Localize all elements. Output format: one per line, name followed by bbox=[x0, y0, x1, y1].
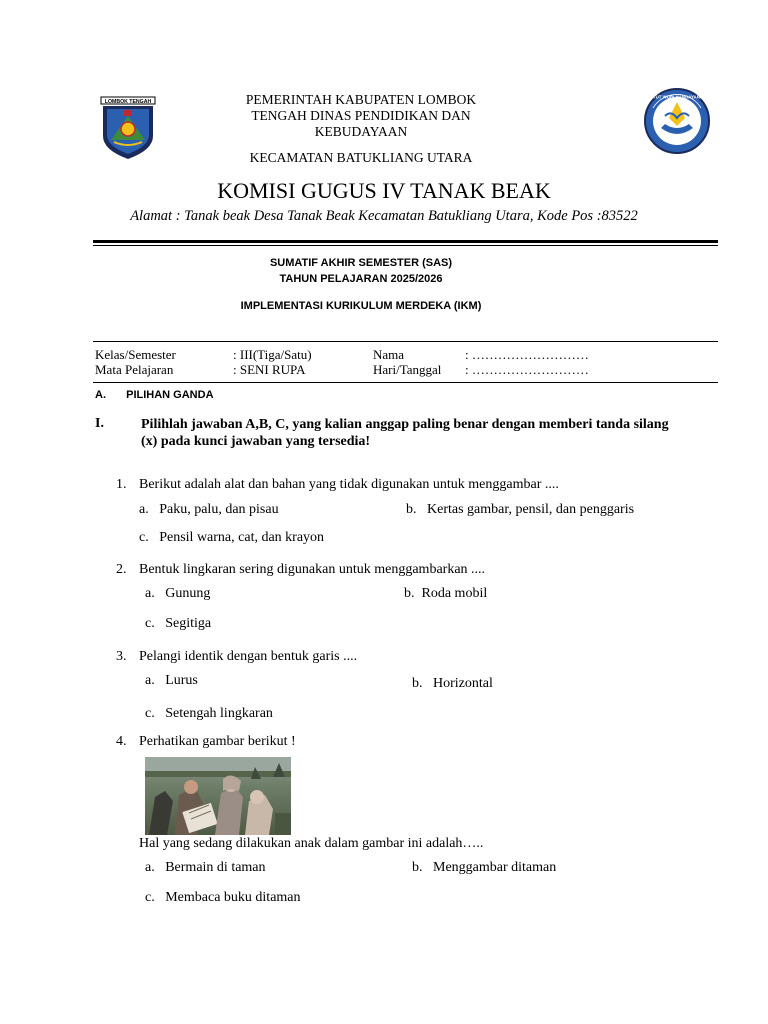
option-text: Membaca buku ditaman bbox=[165, 890, 301, 905]
option-letter: a. bbox=[145, 673, 155, 688]
option-a bbox=[145, 586, 210, 602]
section-heading bbox=[95, 389, 214, 401]
header-rule-thin bbox=[93, 245, 718, 246]
option-text: Pensil warna, cat, dan krayon bbox=[159, 530, 325, 545]
instruction-text: Pilihlah jawaban A,B, C, yang kalian anggap paling benar dengan memberi tanda silang (x) pada kunci jawaban yang tersedia! bbox=[141, 417, 669, 449]
option-letter: c. bbox=[145, 706, 155, 721]
svg-text:LOMBOK TENGAH: LOMBOK TENGAH bbox=[104, 98, 152, 105]
option-text: Bermain di taman bbox=[165, 860, 266, 875]
option-text: Menggambar ditaman bbox=[433, 860, 557, 875]
committee-title: KOMISI GUGUS IV TANAK BEAK bbox=[217, 178, 551, 203]
question-text: Perhatikan gambar berikut ! bbox=[139, 734, 296, 749]
tut-wuri-handayani-emblem bbox=[641, 88, 713, 154]
option-c bbox=[145, 706, 273, 722]
subject-value: : SENI RUPA bbox=[233, 362, 306, 377]
option-text: Setengah lingkaran bbox=[165, 706, 273, 721]
option-a bbox=[139, 502, 279, 518]
question-text: Bentuk lingkaran sering digunakan untuk menggambarkan .... bbox=[139, 562, 486, 577]
date-label: Hari/Tanggal bbox=[373, 362, 442, 377]
question-caption: Hal yang sedang dilakukan anak dalam gambar ini adalah….. bbox=[139, 836, 484, 851]
header-rule-thick bbox=[93, 240, 718, 243]
option-letter: c. bbox=[139, 530, 149, 545]
class-label: Kelas/Semester bbox=[95, 347, 176, 362]
question-text: Pelangi identik dengan bentuk garis .... bbox=[139, 649, 358, 664]
option-text: Paku, palu, dan pisau bbox=[159, 502, 279, 517]
exam-year: TAHUN PELAJARAN 2025/2026 bbox=[279, 273, 443, 285]
date-value: : ……………………… bbox=[465, 362, 589, 377]
student-info-box bbox=[93, 341, 718, 383]
option-letter: b. bbox=[412, 860, 423, 875]
lombok-tengah-emblem bbox=[100, 96, 156, 160]
option-c bbox=[145, 616, 211, 632]
curriculum-line: IMPLEMENTASI KURIKULUM MERDEKA (IKM) bbox=[240, 300, 482, 312]
option-letter: b. bbox=[404, 586, 415, 601]
option-text: Roda mobil bbox=[421, 586, 488, 601]
question-number: 1. bbox=[116, 477, 127, 492]
question-number: 4. bbox=[116, 734, 127, 749]
address-line: Alamat : Tanak beak Desa Tanak Beak Kecamatan Batukliang Utara, Kode Pos :83522 bbox=[130, 208, 638, 224]
option-b bbox=[412, 676, 493, 692]
section-title: PILIHAN GANDA bbox=[126, 389, 214, 401]
subject-label: Mata Pelajaran bbox=[95, 362, 174, 377]
option-text: Lurus bbox=[165, 673, 198, 688]
option-letter: b. bbox=[406, 502, 417, 517]
government-line-1: PEMERINTAH KABUPATEN LOMBOK bbox=[245, 92, 477, 107]
name-label: Nama bbox=[373, 347, 405, 362]
children-drawing-photo bbox=[145, 757, 291, 835]
exam-name: SUMATIF AKHIR SEMESTER (SAS) bbox=[269, 257, 453, 269]
option-text: Kertas gambar, pensil, dan penggaris bbox=[427, 502, 635, 517]
option-letter: a. bbox=[139, 502, 149, 517]
option-b bbox=[404, 586, 487, 602]
question-number: 2. bbox=[116, 562, 127, 577]
name-value: : ……………………… bbox=[465, 347, 589, 362]
option-text: Horizontal bbox=[433, 676, 493, 691]
option-letter: c. bbox=[145, 890, 155, 905]
svg-text:TUT WURI HANDAYANI: TUT WURI HANDAYANI bbox=[652, 94, 702, 100]
option-letter: c. bbox=[145, 616, 155, 631]
option-b bbox=[406, 502, 634, 518]
question-number: 3. bbox=[116, 649, 127, 664]
section-letter: A. bbox=[95, 389, 106, 401]
option-c bbox=[139, 530, 324, 546]
question-text: Berikut adalah alat dan bahan yang tidak digunakan untuk menggambar .... bbox=[139, 477, 559, 492]
government-line-3: KEBUDAYAAN bbox=[314, 124, 408, 139]
government-line-2: TENGAH DINAS PENDIDIKAN DAN bbox=[251, 108, 471, 123]
option-text: Segitiga bbox=[165, 616, 212, 631]
option-c bbox=[145, 890, 301, 906]
option-a bbox=[145, 860, 266, 876]
option-text: Gunung bbox=[165, 586, 211, 601]
option-letter: a. bbox=[145, 860, 155, 875]
option-a bbox=[145, 673, 198, 689]
district-line: KECAMATAN BATUKLIANG UTARA bbox=[249, 150, 473, 165]
option-b bbox=[412, 860, 556, 876]
instruction-number: I. bbox=[95, 416, 104, 431]
class-value: : III(Tiga/Satu) bbox=[233, 347, 312, 362]
option-letter: b. bbox=[412, 676, 423, 691]
option-letter: a. bbox=[145, 586, 155, 601]
